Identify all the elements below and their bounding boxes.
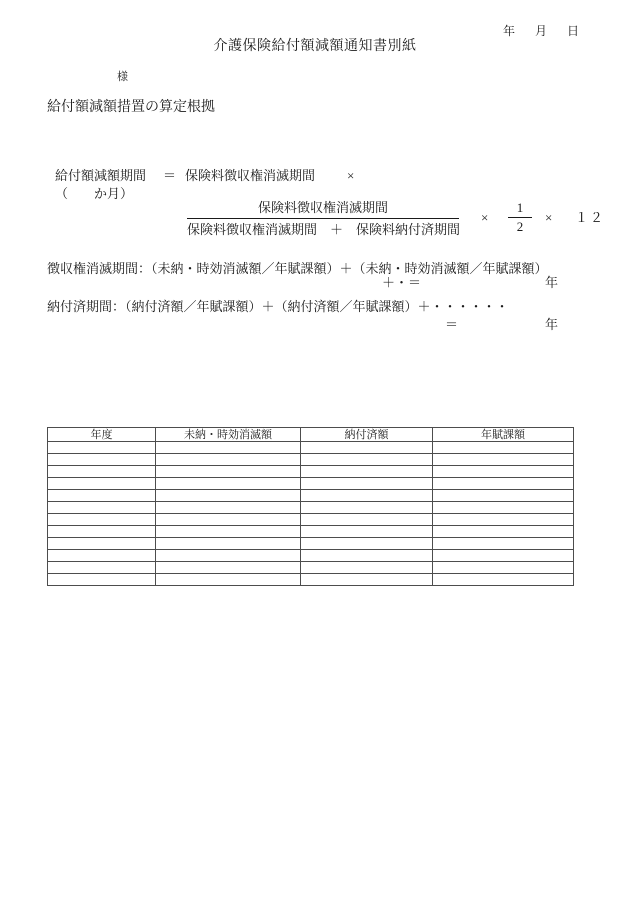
table-cell (301, 490, 433, 502)
table-cell (433, 574, 574, 586)
table-cell (48, 526, 156, 538)
formula-multiply-sign-2: × (481, 210, 489, 225)
table-cell (301, 466, 433, 478)
table-row (48, 454, 574, 466)
formula-lhs-months-sub: （ か月） (55, 186, 134, 201)
table-row (48, 550, 574, 562)
table-cell (156, 442, 301, 454)
extinguished-period-continuation: ＋・＝ (382, 275, 422, 290)
table-cell (156, 466, 301, 478)
formula-multiply-sign-3: × (545, 210, 553, 225)
formula-months-constant: １２ (575, 210, 606, 225)
half-numerator: 1 (508, 200, 532, 218)
table-cell (156, 550, 301, 562)
table-cell (48, 478, 156, 490)
table-cell (48, 574, 156, 586)
table-cell (156, 502, 301, 514)
table-cell (301, 550, 433, 562)
fraction-numerator: 保険料徴収権消滅期間 (187, 200, 459, 219)
fraction-denominator: 保険料徴収権消滅期間 ＋ 保険料納付済期間 (187, 222, 461, 237)
formula-lhs: 給付額減額期間 (55, 168, 147, 183)
table-cell (433, 442, 574, 454)
table-cell (156, 574, 301, 586)
column-header: 年度 (48, 428, 156, 442)
table-cell (156, 538, 301, 550)
table-cell (433, 562, 574, 574)
column-header: 納付済額 (301, 428, 433, 442)
date-month-label: 月 (535, 24, 548, 38)
date-line (503, 25, 579, 39)
yearly-amounts-table (47, 427, 574, 586)
table-cell (156, 454, 301, 466)
table-row (48, 502, 574, 514)
date-year-label: 年 (503, 24, 516, 38)
table-row (48, 490, 574, 502)
table-cell (48, 562, 156, 574)
table-row (48, 574, 574, 586)
paid-period-line: 納付済期間：（納付済額／年賦課額）＋（納付済額／年賦課額）＋・・・・・・ (47, 299, 509, 314)
table-cell (156, 526, 301, 538)
column-header: 年賦課額 (433, 428, 574, 442)
formula-half-fraction (508, 200, 532, 235)
table-cell (48, 514, 156, 526)
table-row (48, 514, 574, 526)
table-cell (156, 490, 301, 502)
table-cell (433, 514, 574, 526)
table-cell (301, 514, 433, 526)
section-heading: 給付額減額措置の算定根拠 (47, 100, 215, 115)
table-cell (433, 550, 574, 562)
table-cell (433, 502, 574, 514)
table-row (48, 442, 574, 454)
table-row (48, 562, 574, 574)
table-cell (433, 490, 574, 502)
table-cell (301, 562, 433, 574)
formula-fraction (187, 200, 459, 238)
table-header-row (48, 428, 574, 442)
table-cell (48, 466, 156, 478)
page-title: 介護保険給付額減額通知書別紙 (213, 39, 417, 54)
paid-period-continuation: ＝ (445, 317, 459, 332)
half-denominator: 2 (516, 219, 524, 234)
table-row (48, 466, 574, 478)
table-cell (156, 514, 301, 526)
table-cell (433, 478, 574, 490)
table-cell (301, 454, 433, 466)
table-cell (48, 550, 156, 562)
table-cell (433, 466, 574, 478)
table-cell (301, 442, 433, 454)
addressee-honorific: 様 (117, 71, 128, 83)
table-cell (48, 454, 156, 466)
formula-multiply-sign-1: × (347, 168, 355, 183)
extinguished-period-line: 徴収権消滅期間：（未納・時効消滅額／年賦課額）＋（未納・時効消滅額／年賦課額） (47, 261, 548, 276)
date-day-label: 日 (567, 24, 580, 38)
table-cell (433, 526, 574, 538)
table-cell (301, 574, 433, 586)
table-cell (433, 454, 574, 466)
table-cell (301, 502, 433, 514)
table-row (48, 478, 574, 490)
table-cell (48, 502, 156, 514)
column-header: 未納・時効消滅額 (156, 428, 301, 442)
table-row (48, 526, 574, 538)
table-body (48, 442, 574, 586)
table-cell (48, 442, 156, 454)
table-cell (48, 490, 156, 502)
formula-first-term: 保険料徴収権消滅期間 (185, 168, 316, 183)
table-cell (301, 538, 433, 550)
table-cell (433, 538, 574, 550)
table-cell (301, 478, 433, 490)
extinguished-period-unit: 年 (545, 275, 559, 290)
formula-equals-sign: ＝ (163, 168, 177, 183)
table-cell (156, 562, 301, 574)
table-row (48, 538, 574, 550)
table-cell (156, 478, 301, 490)
paid-period-unit: 年 (545, 317, 559, 332)
table-cell (48, 538, 156, 550)
table-cell (301, 526, 433, 538)
